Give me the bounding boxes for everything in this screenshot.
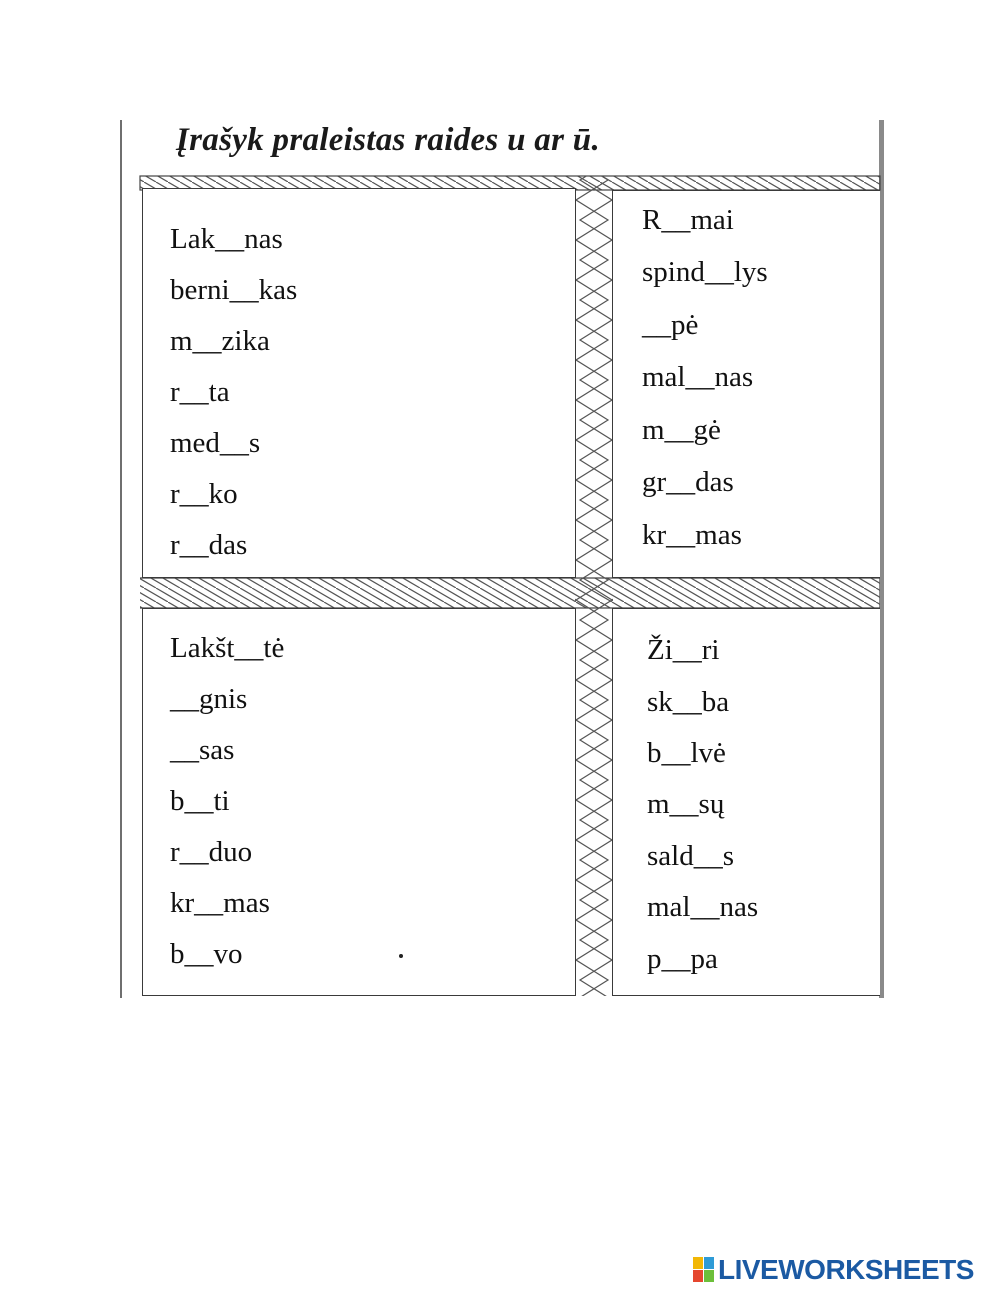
word-item: med__s (170, 427, 261, 459)
logo-text: LIVEWORKSHEETS (718, 1254, 974, 1285)
stray-dot (399, 954, 403, 958)
word-item: r__duo (170, 836, 253, 868)
word-item: r__ta (170, 376, 230, 408)
word-item: __pė (642, 309, 699, 341)
word-item: p__pa (647, 943, 718, 975)
word-item: __sas (170, 734, 235, 766)
word-item: m__zika (170, 325, 270, 357)
word-item: b__lvė (647, 737, 726, 769)
word-item: m__gė (642, 414, 721, 446)
word-item: kr__mas (642, 519, 742, 551)
word-item: sald__s (647, 840, 734, 872)
word-item: Ži__ri (647, 634, 720, 666)
logo-blocks-icon (693, 1257, 715, 1283)
word-item: R__mai (642, 204, 734, 236)
word-item: m__sų (647, 788, 725, 820)
word-item: b__vo (170, 938, 243, 970)
word-item: Lak__nas (170, 223, 283, 255)
word-item: spind__lys (642, 256, 768, 288)
word-item: mal__nas (642, 361, 754, 393)
word-item: berni__kas (170, 274, 298, 306)
word-item: gr__das (642, 466, 734, 498)
word-item: Lakšt__tė (170, 632, 285, 664)
word-item: sk__ba (647, 686, 730, 718)
word-item: b__ti (170, 785, 230, 817)
liveworksheets-logo[interactable] (693, 1252, 974, 1288)
word-item: mal__nas (647, 891, 759, 923)
word-item: r__das (170, 529, 248, 561)
word-item: kr__mas (170, 887, 270, 919)
word-item: __gnis (170, 683, 248, 715)
page-title: Įrašyk praleistas raides u ar ū. (176, 122, 601, 158)
word-item: r__ko (170, 478, 238, 510)
